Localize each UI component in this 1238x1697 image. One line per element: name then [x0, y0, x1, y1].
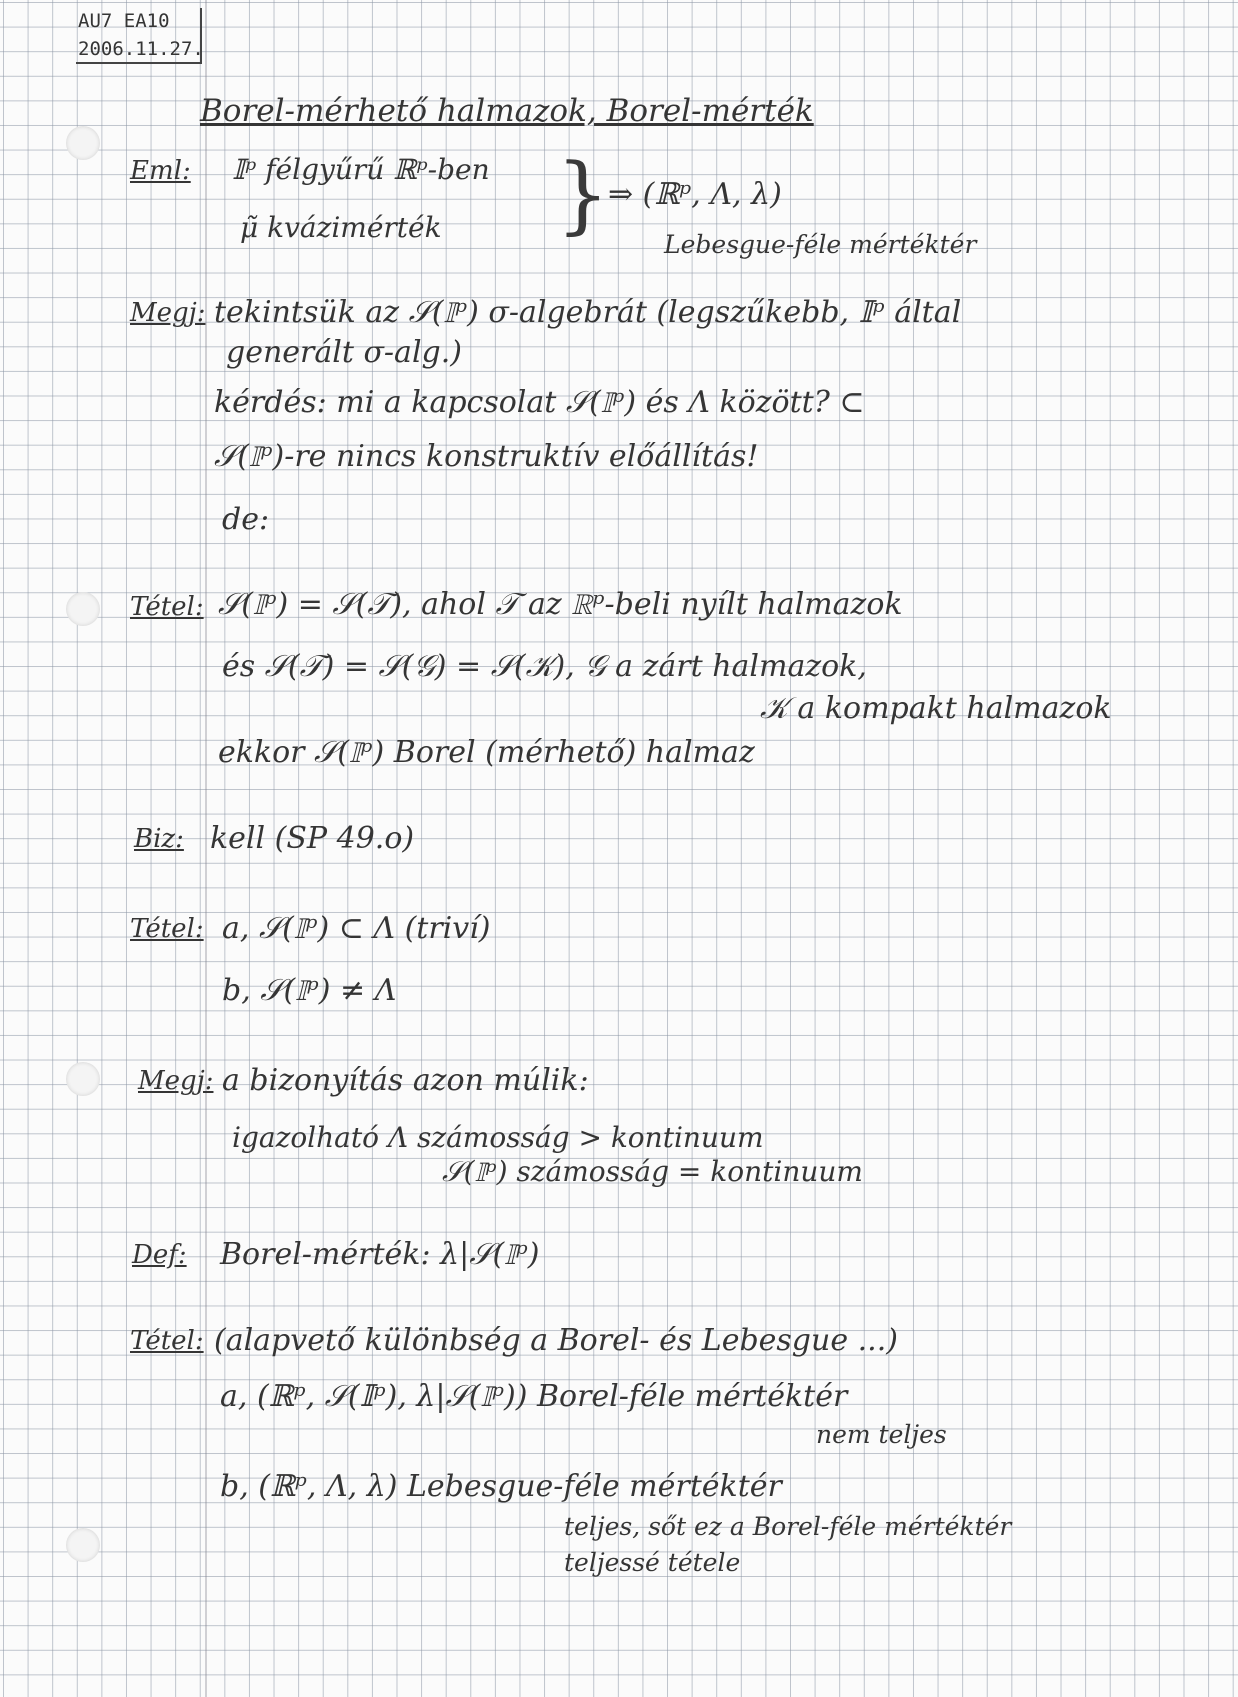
punch-hole	[66, 1062, 100, 1096]
def-text: Borel-mérték: λ|𝒮(𝕀ᵖ)	[220, 1237, 540, 1272]
brace-symbol: }	[556, 145, 610, 243]
tetel2-part-a: a, 𝒮(𝕀ᵖ) ⊂ Λ (triví)	[222, 911, 491, 946]
megj-label: Megj:	[138, 1066, 214, 1096]
eml-space-name: Lebesgue-féle mértéktér	[664, 230, 977, 259]
tetel3-part-a: a, (ℝᵖ, 𝒮(𝕀ᵖ), λ|𝒮(𝕀ᵖ)) Borel-féle mértéktér	[220, 1379, 848, 1414]
tetel1-line-1: 𝒮(𝕀ᵖ) = 𝒮(𝒯), ahol 𝒯 az ℝᵖ-beli nyílt halmazok	[218, 587, 903, 622]
megj1-line-2: generált σ-alg.)	[226, 335, 462, 370]
megj1-line-5: de:	[222, 502, 270, 537]
punch-hole	[66, 126, 100, 160]
tetel1-line-4: ekkor 𝒮(𝕀ᵖ) Borel (mérhető) halmaz	[218, 735, 755, 770]
punch-hole	[66, 592, 100, 626]
tetel-label: Tétel:	[130, 1326, 204, 1356]
page-title: Borel-mérhető halmazok, Borel-mérték	[200, 93, 814, 129]
course-code: AU7 EA10	[78, 10, 170, 32]
megj1-line-1: tekintsük az 𝒮(𝕀ᵖ) σ-algebrát (legszűkebb, 𝕀ᵖ által	[214, 295, 962, 330]
tetel2-part-b: b, 𝒮(𝕀ᵖ) ≠ Λ	[222, 973, 397, 1008]
tetel3-part-a-note: nem teljes	[816, 1420, 947, 1449]
tetel3-part-b: b, (ℝᵖ, Λ, λ) Lebesgue-féle mértéktér	[220, 1469, 782, 1504]
notebook-margin-line	[205, 0, 207, 1697]
tetel1-line-2: és 𝒮(𝒯) = 𝒮(𝒢) = 𝒮(𝒦), 𝒢 a zárt halmazok,	[222, 649, 867, 684]
megj2-line-2: igazolható Λ számosság > kontinuum	[232, 1121, 764, 1154]
tetel-label: Tétel:	[130, 592, 204, 622]
biz-text: kell (SP 49.o)	[210, 821, 415, 856]
tetel3-part-b-note-1: teljes, sőt ez a Borel-féle mértéktér	[564, 1512, 1012, 1541]
megj-label: Megj:	[130, 298, 206, 328]
tetel1-line-3: 𝒦 a kompakt halmazok	[760, 691, 1112, 726]
lecture-date: 2006.11.27.	[78, 38, 204, 60]
megj2-line-3: 𝒮(𝕀ᵖ) számosság = kontinuum	[442, 1155, 863, 1188]
biz-label: Biz:	[134, 824, 184, 854]
def-label: Def:	[132, 1240, 187, 1270]
megj1-line-3: kérdés: mi a kapcsolat 𝒮(𝕀ᵖ) és Λ között? ⊂	[214, 385, 865, 420]
eml-line-2: μ̃ kvázimérték	[240, 211, 442, 244]
eml-line-1: 𝕀ᵖ félgyűrű ℝᵖ-ben	[232, 153, 490, 186]
punch-hole	[66, 1528, 100, 1562]
megj2-line-1: a bizonyítás azon múlik:	[222, 1063, 589, 1098]
eml-label: Eml:	[130, 156, 191, 186]
eml-implication: ⇒ (ℝᵖ, Λ, λ)	[608, 177, 782, 212]
megj1-line-4: 𝒮(𝕀ᵖ)-re nincs konstruktív előállítás!	[214, 439, 759, 474]
tetel3-part-b-note-2: teljessé tétele	[564, 1548, 741, 1577]
tetel-label: Tétel:	[130, 914, 204, 944]
tetel3-line-1: (alapvető különbség a Borel- és Lebesgue ...)	[214, 1323, 898, 1358]
